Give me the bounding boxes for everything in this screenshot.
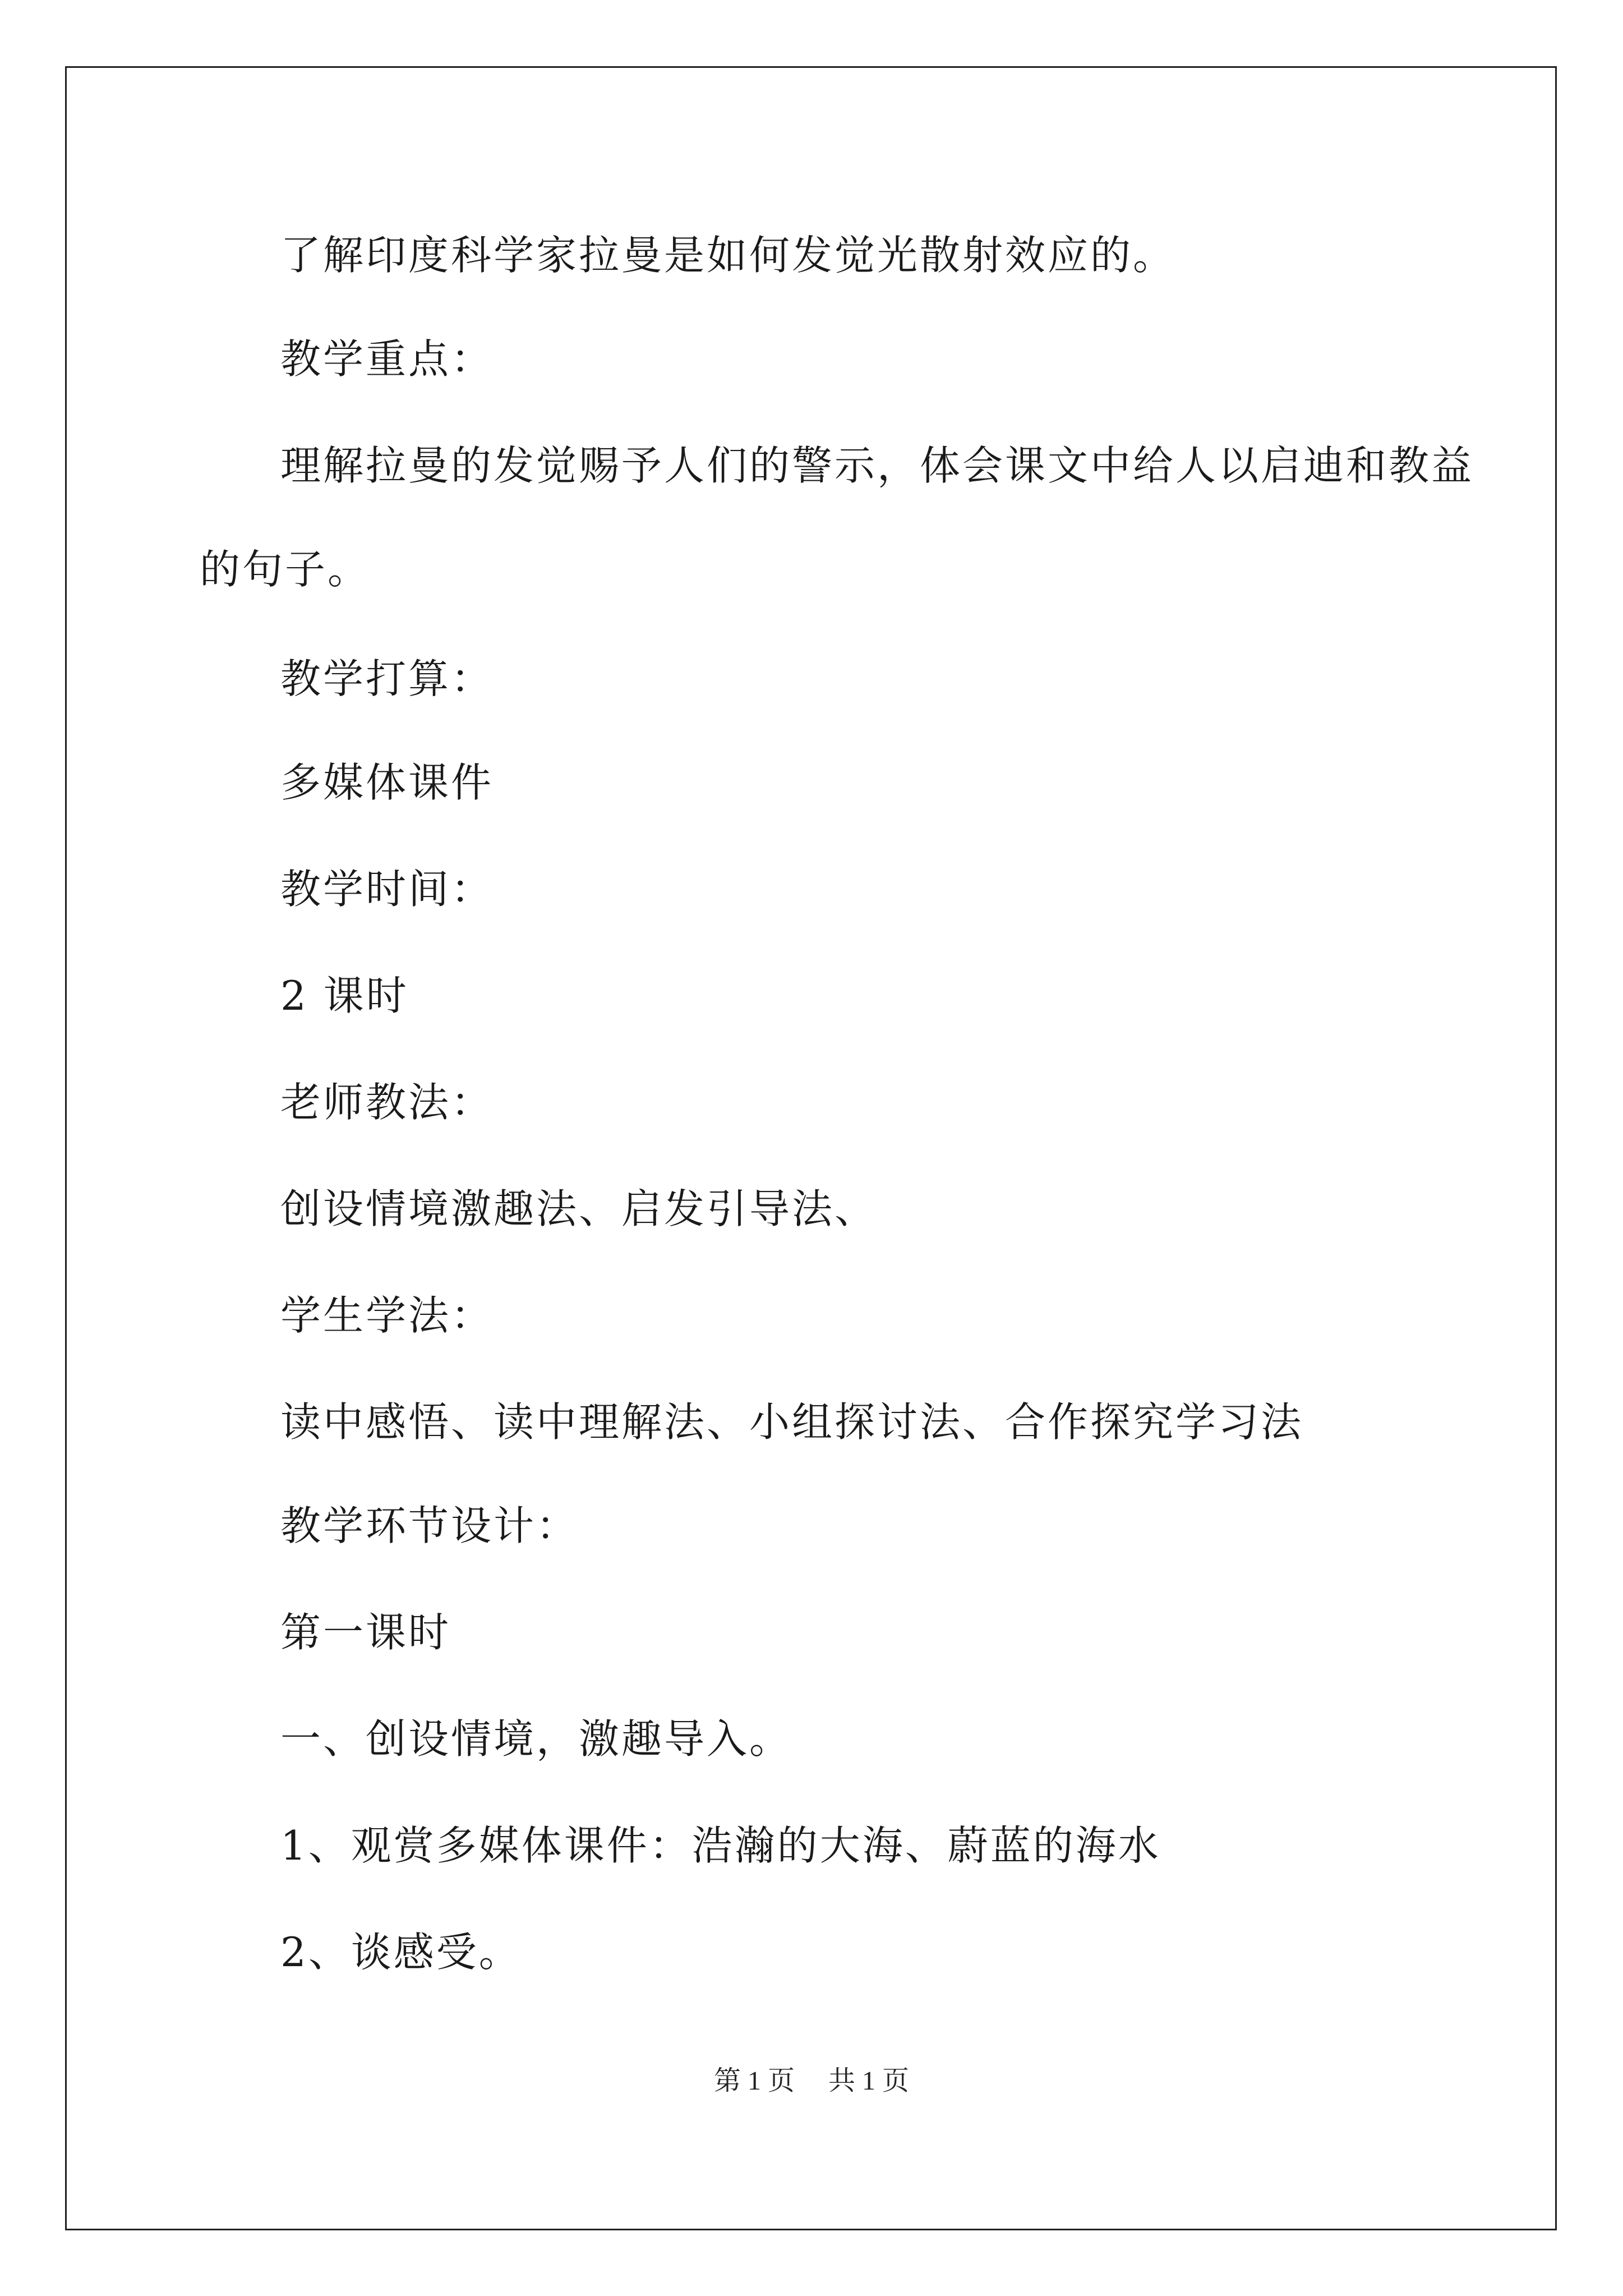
paragraph-line: 了解印度科学家拉曼是如何发觉光散射效应的。 [280,232,1176,279]
page-footer [0,2064,1623,2098]
paragraph-line-continuation: 的句子。 [200,546,371,593]
paragraph-line: 1、观赏多媒体课件：浩瀚的大海、蔚蓝的海水 [280,1822,1161,1869]
paragraph-line: 2 课时 [280,972,409,1019]
paragraph-line: 2、谈感受。 [280,1929,522,1976]
section-heading: 学生学法： [280,1292,494,1339]
page-number: 第 1 页 [713,2066,795,2096]
section-heading: 教学重点： [280,335,494,383]
section-heading: 教学打算： [280,655,494,702]
section-heading: 教学环节设计： [280,1502,579,1549]
paragraph-line: 多媒体课件 [280,759,494,806]
section-heading: 第一课时 [280,1609,451,1656]
page-border [65,66,1557,2230]
section-heading: 老师教法： [280,1079,494,1126]
paragraph-line: 读中感悟、读中理解法、小组探讨法、合作探究学习法 [280,1398,1304,1446]
page-total: 共 1 页 [828,2066,910,2096]
paragraph-line: 一、创设情境，激趣导入。 [280,1715,792,1763]
paragraph-line: 创设情境激趣法、启发引导法、 [280,1185,878,1232]
section-heading: 教学时间： [280,866,494,913]
paragraph-line: 理解拉曼的发觉赐予人们的警示，体会课文中给人以启迪和教益 [280,442,1474,489]
